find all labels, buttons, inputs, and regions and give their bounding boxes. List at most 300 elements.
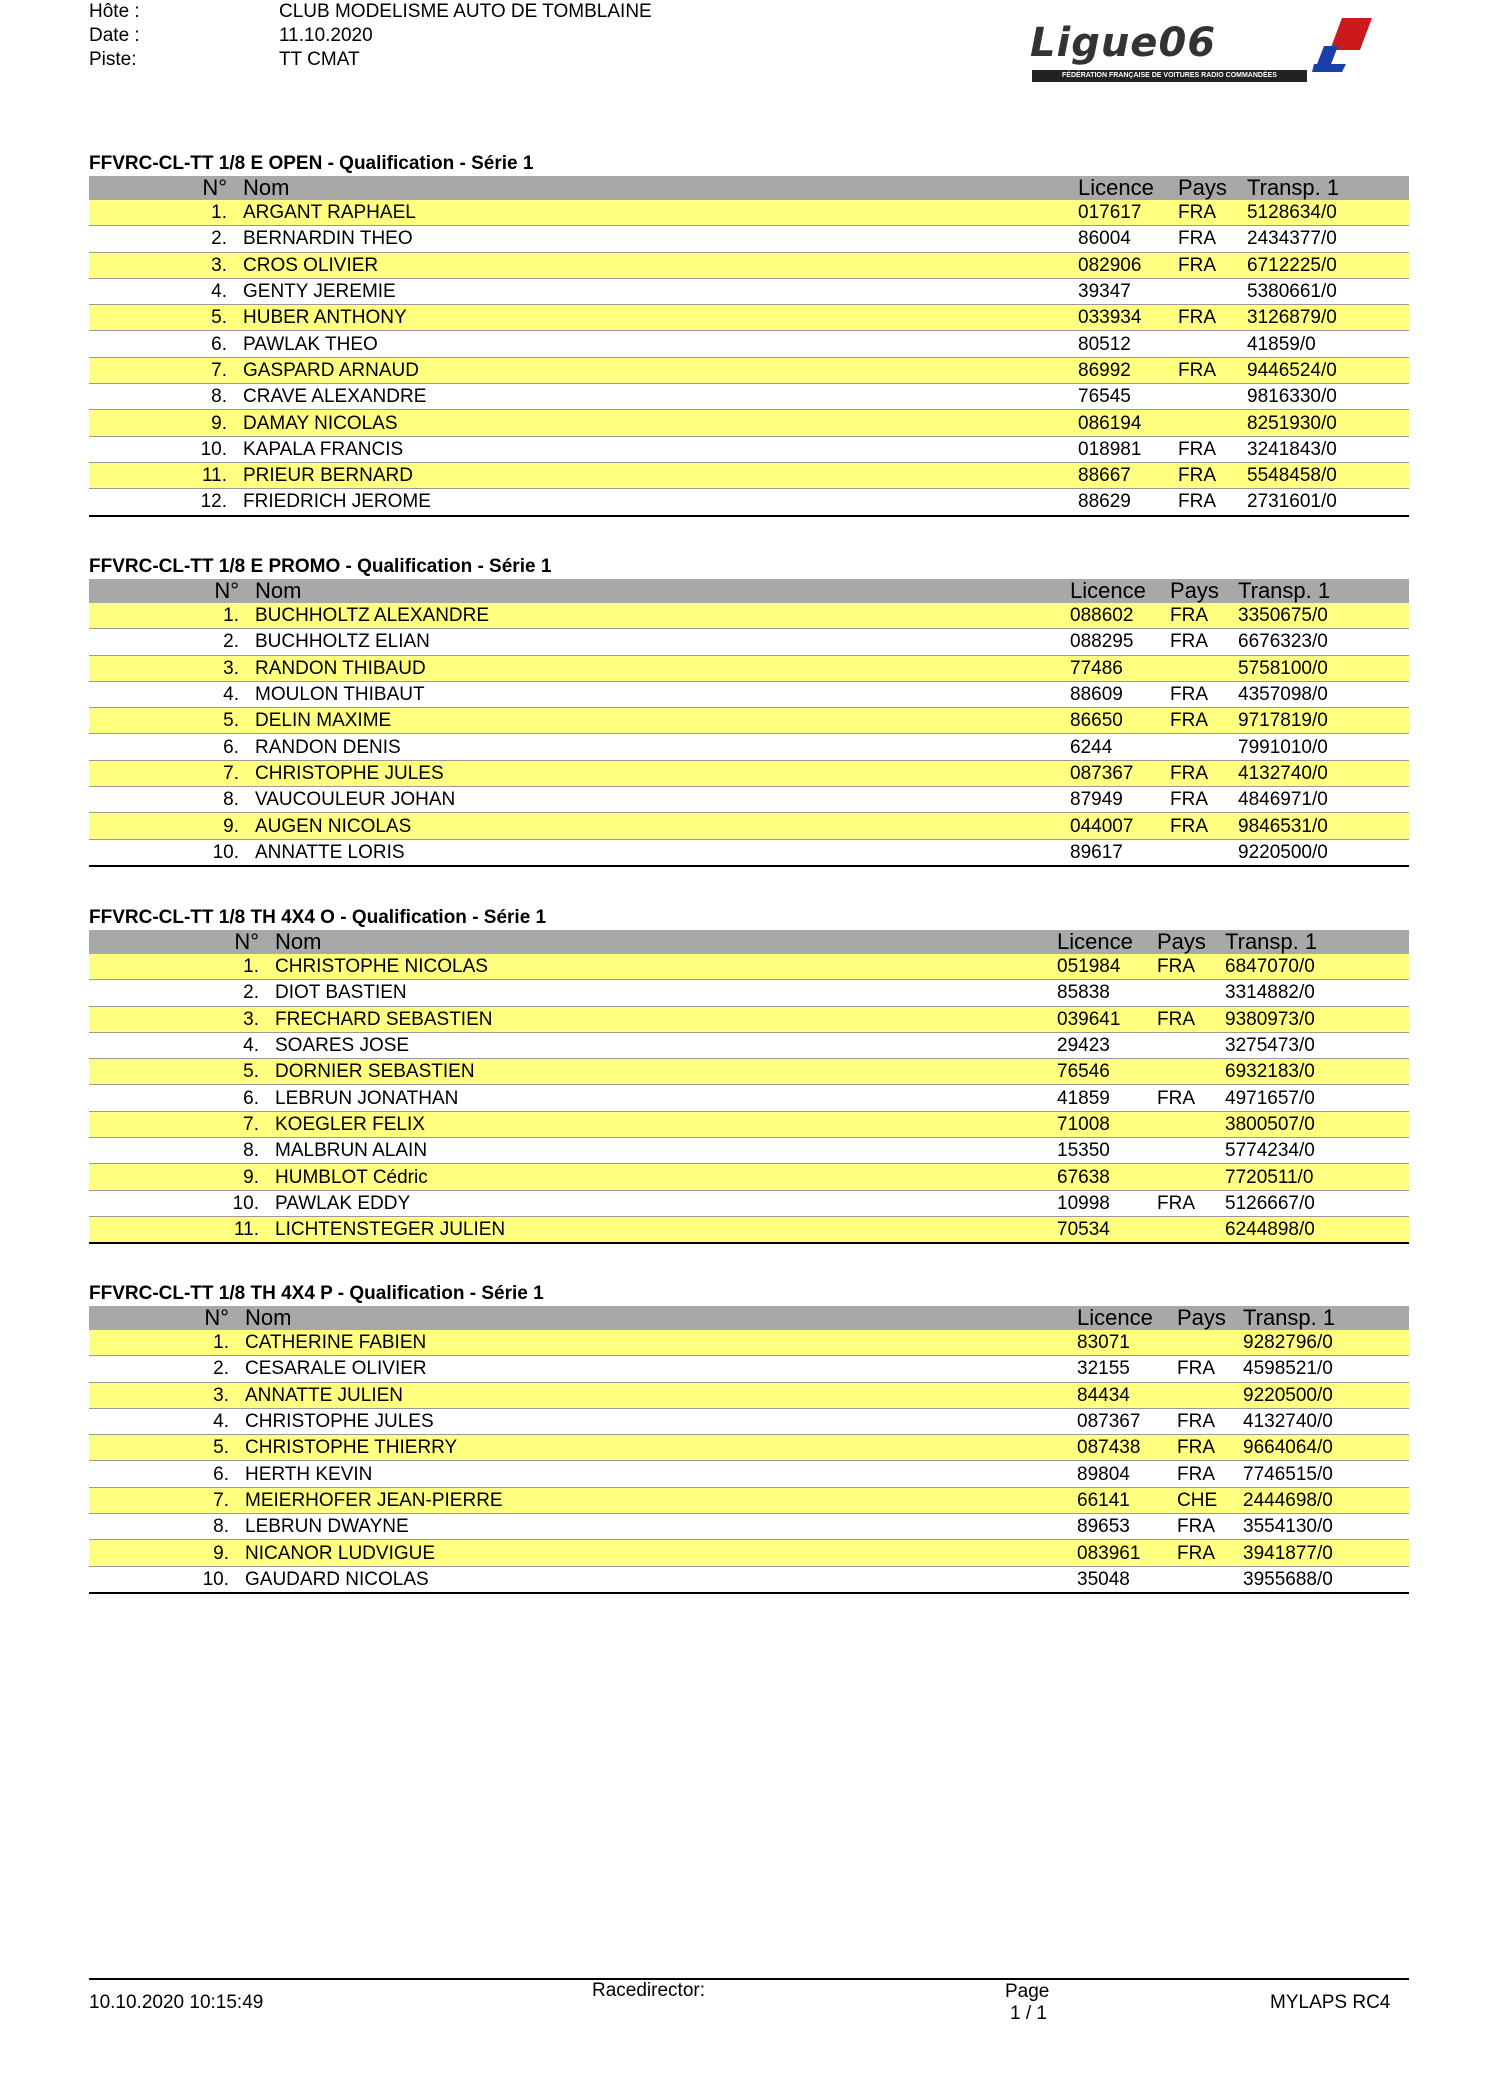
position-cell: 6.	[89, 1085, 265, 1111]
country-cell	[1157, 1216, 1225, 1243]
transponder-cell: 6712225/0	[1247, 252, 1409, 278]
name-cell: MALBRUN ALAIN	[265, 1138, 1057, 1164]
position-cell: 2.	[89, 1356, 235, 1382]
licence-cell: 088602	[1070, 603, 1170, 629]
table-row	[89, 1461, 1409, 1487]
transponder-cell: 9380973/0	[1225, 1006, 1409, 1032]
table-row	[89, 331, 1409, 357]
name-cell: FRIEDRICH JEROME	[233, 489, 1078, 516]
section-e-open	[89, 151, 1409, 517]
table-row	[89, 1164, 1409, 1190]
results-table	[89, 176, 1409, 517]
results-table	[89, 1306, 1409, 1594]
transponder-cell: 5128634/0	[1247, 200, 1409, 226]
country-cell	[1177, 1566, 1243, 1593]
footer-divider	[89, 1978, 1409, 1980]
position-cell: 1.	[89, 1330, 235, 1356]
licence-cell: 87949	[1070, 787, 1170, 813]
table-row	[89, 1356, 1409, 1382]
licence-cell: 71008	[1057, 1111, 1157, 1137]
table-row	[89, 1435, 1409, 1461]
col-no: N°	[204, 1305, 229, 1330]
transponder-cell: 9220500/0	[1243, 1382, 1409, 1408]
logo-text: Ligue06	[1030, 20, 1217, 66]
table-row	[89, 1138, 1409, 1164]
country-cell: FRA	[1177, 1540, 1243, 1566]
table-row	[89, 410, 1409, 436]
transponder-cell: 7991010/0	[1238, 734, 1409, 760]
name-cell: MOULON THIBAUT	[245, 681, 1070, 707]
licence-cell: 086194	[1078, 410, 1178, 436]
name-cell: BUCHHOLTZ ELIAN	[245, 629, 1070, 655]
name-cell: BERNARDIN THEO	[233, 226, 1078, 252]
position-cell: 6.	[89, 331, 233, 357]
col-transp: Transp. 1	[1243, 1305, 1336, 1330]
transponder-cell: 2731601/0	[1247, 489, 1409, 516]
name-cell: HERTH KEVIN	[235, 1461, 1077, 1487]
date-value: 11.10.2020	[279, 25, 373, 46]
table-row	[89, 787, 1409, 813]
country-cell	[1177, 1382, 1243, 1408]
licence-cell: 10998	[1057, 1190, 1157, 1216]
country-cell	[1157, 1138, 1225, 1164]
transponder-cell: 5548458/0	[1247, 462, 1409, 488]
name-cell: DAMAY NICOLAS	[233, 410, 1078, 436]
licence-cell: 89617	[1070, 839, 1170, 866]
country-cell	[1157, 1059, 1225, 1085]
transponder-cell: 4132740/0	[1238, 760, 1409, 786]
country-cell: FRA	[1178, 489, 1247, 516]
country-cell: FRA	[1178, 200, 1247, 226]
position-cell: 11.	[89, 462, 233, 488]
table-row	[89, 278, 1409, 304]
name-cell: SOARES JOSE	[265, 1032, 1057, 1058]
name-cell: HUMBLOT Cédric	[265, 1164, 1057, 1190]
country-cell	[1157, 1032, 1225, 1058]
country-cell: FRA	[1177, 1408, 1243, 1434]
table-header-row	[89, 1306, 1409, 1330]
position-cell: 9.	[89, 1540, 235, 1566]
transponder-cell: 6676323/0	[1238, 629, 1409, 655]
position-cell: 2.	[89, 629, 245, 655]
position-cell: 8.	[89, 787, 245, 813]
licence-cell: 86992	[1078, 357, 1178, 383]
logo-flag-icon	[1302, 16, 1392, 76]
table-row	[89, 1085, 1409, 1111]
table-row	[89, 813, 1409, 839]
position-cell: 7.	[89, 1111, 265, 1137]
position-cell: 2.	[89, 980, 265, 1006]
licence-cell: 41859	[1057, 1085, 1157, 1111]
licence-cell: 83071	[1077, 1330, 1177, 1356]
country-cell: FRA	[1170, 708, 1238, 734]
transponder-cell: 3554130/0	[1243, 1514, 1409, 1540]
licence-cell: 66141	[1077, 1487, 1177, 1513]
position-cell: 4.	[89, 1032, 265, 1058]
col-name: Nom	[245, 1305, 292, 1330]
table-row	[89, 384, 1409, 410]
country-cell: FRA	[1170, 681, 1238, 707]
col-name: Nom	[255, 578, 302, 603]
licence-cell: 044007	[1070, 813, 1170, 839]
section-th-4x4-p	[89, 1281, 1409, 1594]
table-row	[89, 760, 1409, 786]
position-cell: 3.	[89, 252, 233, 278]
table-row	[89, 708, 1409, 734]
position-cell: 4.	[89, 681, 245, 707]
transponder-cell: 3241843/0	[1247, 436, 1409, 462]
country-cell: FRA	[1178, 305, 1247, 331]
name-cell: PAWLAK EDDY	[265, 1190, 1057, 1216]
table-row	[89, 357, 1409, 383]
name-cell: CHRISTOPHE THIERRY	[235, 1435, 1077, 1461]
licence-cell: 76546	[1057, 1059, 1157, 1085]
country-cell	[1170, 655, 1238, 681]
section-title: FFVRC-CL-TT 1/8 E OPEN - Qualification - Série 1	[89, 153, 534, 174]
transponder-cell: 5380661/0	[1247, 278, 1409, 304]
position-cell: 1.	[89, 954, 265, 980]
position-cell: 9.	[89, 410, 233, 436]
transponder-cell: 41859/0	[1247, 331, 1409, 357]
position-cell: 4.	[89, 1408, 235, 1434]
transponder-cell: 2434377/0	[1247, 226, 1409, 252]
transponder-cell: 4357098/0	[1238, 681, 1409, 707]
licence-cell: 89804	[1077, 1461, 1177, 1487]
name-cell: GENTY JEREMIE	[233, 278, 1078, 304]
col-name: Nom	[243, 175, 290, 200]
section-th-4x4-o	[89, 905, 1409, 1244]
licence-cell: 84434	[1077, 1382, 1177, 1408]
name-cell: DORNIER SEBASTIEN	[265, 1059, 1057, 1085]
country-cell: FRA	[1178, 226, 1247, 252]
position-cell: 3.	[89, 1006, 265, 1032]
name-cell: PAWLAK THEO	[233, 331, 1078, 357]
table-row	[89, 252, 1409, 278]
position-cell: 11.	[89, 1216, 265, 1243]
transponder-cell: 7746515/0	[1243, 1461, 1409, 1487]
table-row	[89, 603, 1409, 629]
country-cell	[1177, 1330, 1243, 1356]
name-cell: KOEGLER FELIX	[265, 1111, 1057, 1137]
transponder-cell: 2444698/0	[1243, 1487, 1409, 1513]
transponder-cell: 9717819/0	[1238, 708, 1409, 734]
country-cell: FRA	[1157, 1085, 1225, 1111]
country-cell: FRA	[1170, 787, 1238, 813]
transponder-cell: 9846531/0	[1238, 813, 1409, 839]
country-cell: FRA	[1157, 1006, 1225, 1032]
country-cell: FRA	[1178, 436, 1247, 462]
licence-cell: 86650	[1070, 708, 1170, 734]
country-cell: FRA	[1157, 954, 1225, 980]
col-licence: Licence	[1078, 175, 1154, 200]
transponder-cell: 9446524/0	[1247, 357, 1409, 383]
licence-cell: 88667	[1078, 462, 1178, 488]
country-cell	[1178, 278, 1247, 304]
transponder-cell: 7720511/0	[1225, 1164, 1409, 1190]
name-cell: ANNATTE JULIEN	[235, 1382, 1077, 1408]
footer-racedirector-label: Racedirector:	[592, 1980, 705, 2001]
section-title: FFVRC-CL-TT 1/8 TH 4X4 P - Qualification - Série 1	[89, 1283, 544, 1304]
transponder-cell: 4132740/0	[1243, 1408, 1409, 1434]
ligue06-logo	[1030, 14, 1400, 84]
name-cell: DELIN MAXIME	[245, 708, 1070, 734]
name-cell: CHRISTOPHE JULES	[245, 760, 1070, 786]
name-cell: NICANOR LUDVIGUE	[235, 1540, 1077, 1566]
results-table	[89, 930, 1409, 1244]
table-row	[89, 1111, 1409, 1137]
position-cell: 2.	[89, 226, 233, 252]
table-row	[89, 655, 1409, 681]
transponder-cell: 9664064/0	[1243, 1435, 1409, 1461]
licence-cell: 85838	[1057, 980, 1157, 1006]
country-cell: FRA	[1177, 1435, 1243, 1461]
country-cell: FRA	[1170, 603, 1238, 629]
footer-page-value: 1 / 1	[1010, 2003, 1047, 2024]
licence-cell: 083961	[1077, 1540, 1177, 1566]
position-cell: 10.	[89, 1190, 265, 1216]
licence-cell: 67638	[1057, 1164, 1157, 1190]
table-header-row	[89, 930, 1409, 954]
licence-cell: 35048	[1077, 1566, 1177, 1593]
col-no: N°	[202, 175, 227, 200]
table-row	[89, 1032, 1409, 1058]
licence-cell: 087367	[1077, 1408, 1177, 1434]
host-label: Hôte :	[89, 1, 140, 22]
table-row	[89, 1382, 1409, 1408]
transponder-cell: 9816330/0	[1247, 384, 1409, 410]
transponder-cell: 3350675/0	[1238, 603, 1409, 629]
country-cell: FRA	[1170, 813, 1238, 839]
position-cell: 6.	[89, 734, 245, 760]
name-cell: HUBER ANTHONY	[233, 305, 1078, 331]
licence-cell: 018981	[1078, 436, 1178, 462]
col-licence: Licence	[1057, 929, 1133, 954]
col-transp: Transp. 1	[1238, 578, 1331, 603]
table-row	[89, 629, 1409, 655]
date-label: Date :	[89, 25, 140, 46]
country-cell	[1178, 331, 1247, 357]
name-cell: LEBRUN JONATHAN	[265, 1085, 1057, 1111]
name-cell: CATHERINE FABIEN	[235, 1330, 1077, 1356]
position-cell: 5.	[89, 1059, 265, 1085]
table-row	[89, 200, 1409, 226]
licence-cell: 88629	[1078, 489, 1178, 516]
transponder-cell: 3275473/0	[1225, 1032, 1409, 1058]
licence-cell: 39347	[1078, 278, 1178, 304]
footer-page-label: Page	[1005, 1981, 1050, 2002]
licence-cell: 017617	[1078, 200, 1178, 226]
col-licence: Licence	[1070, 578, 1146, 603]
table-row	[89, 1059, 1409, 1085]
position-cell: 5.	[89, 305, 233, 331]
track-label: Piste:	[89, 49, 137, 70]
name-cell: ARGANT RAPHAEL	[233, 200, 1078, 226]
table-row	[89, 734, 1409, 760]
footer-timestamp: 10.10.2020 10:15:49	[89, 1992, 264, 2013]
name-cell: FRECHARD SEBASTIEN	[265, 1006, 1057, 1032]
licence-cell: 29423	[1057, 1032, 1157, 1058]
licence-cell: 087438	[1077, 1435, 1177, 1461]
position-cell: 10.	[89, 436, 233, 462]
transponder-cell: 5758100/0	[1238, 655, 1409, 681]
table-row	[89, 980, 1409, 1006]
table-row	[89, 1540, 1409, 1566]
country-cell: FRA	[1177, 1514, 1243, 1540]
name-cell: BUCHHOLTZ ALEXANDRE	[245, 603, 1070, 629]
licence-cell: 89653	[1077, 1514, 1177, 1540]
transponder-cell: 6847070/0	[1225, 954, 1409, 980]
name-cell: MEIERHOFER JEAN-PIERRE	[235, 1487, 1077, 1513]
col-no: N°	[234, 929, 259, 954]
position-cell: 8.	[89, 384, 233, 410]
position-cell: 9.	[89, 1164, 265, 1190]
transponder-cell: 4846971/0	[1238, 787, 1409, 813]
name-cell: RANDON DENIS	[245, 734, 1070, 760]
col-transp: Transp. 1	[1247, 175, 1340, 200]
transponder-cell: 9282796/0	[1243, 1330, 1409, 1356]
licence-cell: 082906	[1078, 252, 1178, 278]
country-cell: FRA	[1170, 629, 1238, 655]
table-row	[89, 305, 1409, 331]
licence-cell: 32155	[1077, 1356, 1177, 1382]
transponder-cell: 3126879/0	[1247, 305, 1409, 331]
table-row	[89, 681, 1409, 707]
name-cell: CESARALE OLIVIER	[235, 1356, 1077, 1382]
name-cell: LICHTENSTEGER JULIEN	[265, 1216, 1057, 1243]
country-cell	[1178, 384, 1247, 410]
country-cell	[1157, 1164, 1225, 1190]
name-cell: LEBRUN DWAYNE	[235, 1514, 1077, 1540]
section-title: FFVRC-CL-TT 1/8 TH 4X4 O - Qualification - Série 1	[89, 907, 547, 928]
footer-software: MYLAPS RC4	[1270, 1992, 1391, 2013]
position-cell: 6.	[89, 1461, 235, 1487]
table-row	[89, 1487, 1409, 1513]
licence-cell: 80512	[1078, 331, 1178, 357]
name-cell: VAUCOULEUR JOHAN	[245, 787, 1070, 813]
position-cell: 12.	[89, 489, 233, 516]
name-cell: ANNATTE LORIS	[245, 839, 1070, 866]
table-row	[89, 1190, 1409, 1216]
licence-cell: 051984	[1057, 954, 1157, 980]
section-e-promo	[89, 554, 1409, 867]
name-cell: KAPALA FRANCIS	[233, 436, 1078, 462]
position-cell: 3.	[89, 1382, 235, 1408]
position-cell: 4.	[89, 278, 233, 304]
position-cell: 7.	[89, 1487, 235, 1513]
col-transp: Transp. 1	[1225, 929, 1318, 954]
results-table	[89, 579, 1409, 867]
table-row	[89, 462, 1409, 488]
country-cell: FRA	[1178, 357, 1247, 383]
licence-cell: 70534	[1057, 1216, 1157, 1243]
name-cell: CRAVE ALEXANDRE	[233, 384, 1078, 410]
country-cell	[1170, 734, 1238, 760]
table-row	[89, 1006, 1409, 1032]
licence-cell: 88609	[1070, 681, 1170, 707]
table-row	[89, 1216, 1409, 1243]
country-cell: FRA	[1177, 1461, 1243, 1487]
table-row	[89, 1514, 1409, 1540]
table-row	[89, 1566, 1409, 1593]
event-header	[89, 0, 652, 72]
col-licence: Licence	[1077, 1305, 1153, 1330]
country-cell	[1157, 1111, 1225, 1137]
table-row	[89, 436, 1409, 462]
position-cell: 1.	[89, 603, 245, 629]
licence-cell: 039641	[1057, 1006, 1157, 1032]
transponder-cell: 8251930/0	[1247, 410, 1409, 436]
name-cell: CHRISTOPHE NICOLAS	[265, 954, 1057, 980]
position-cell: 1.	[89, 200, 233, 226]
table-row	[89, 489, 1409, 516]
col-country: Pays	[1178, 175, 1227, 200]
transponder-cell: 3314882/0	[1225, 980, 1409, 1006]
licence-cell: 77486	[1070, 655, 1170, 681]
host-value: CLUB MODELISME AUTO DE TOMBLAINE	[279, 1, 652, 22]
col-no: N°	[214, 578, 239, 603]
licence-cell: 087367	[1070, 760, 1170, 786]
table-row	[89, 1408, 1409, 1434]
position-cell: 8.	[89, 1138, 265, 1164]
licence-cell: 088295	[1070, 629, 1170, 655]
name-cell: AUGEN NICOLAS	[245, 813, 1070, 839]
country-cell: FRA	[1157, 1190, 1225, 1216]
name-cell: PRIEUR BERNARD	[233, 462, 1078, 488]
country-cell: FRA	[1170, 760, 1238, 786]
transponder-cell: 3941877/0	[1243, 1540, 1409, 1566]
transponder-cell: 9220500/0	[1238, 839, 1409, 866]
position-cell: 8.	[89, 1514, 235, 1540]
position-cell: 5.	[89, 708, 245, 734]
table-header-row	[89, 579, 1409, 603]
country-cell: FRA	[1177, 1356, 1243, 1382]
col-country: Pays	[1157, 929, 1206, 954]
licence-cell: 76545	[1078, 384, 1178, 410]
name-cell: DIOT BASTIEN	[265, 980, 1057, 1006]
position-cell: 3.	[89, 655, 245, 681]
licence-cell: 86004	[1078, 226, 1178, 252]
licence-cell: 6244	[1070, 734, 1170, 760]
country-cell: FRA	[1178, 462, 1247, 488]
country-cell: CHE	[1177, 1487, 1243, 1513]
name-cell: RANDON THIBAUD	[245, 655, 1070, 681]
section-title: FFVRC-CL-TT 1/8 E PROMO - Qualification - Série 1	[89, 556, 552, 577]
name-cell: GAUDARD NICOLAS	[235, 1566, 1077, 1593]
transponder-cell: 5126667/0	[1225, 1190, 1409, 1216]
name-cell: CHRISTOPHE JULES	[235, 1408, 1077, 1434]
logo-subtitle: FÉDÉRATION FRANÇAISE DE VOITURES RADIO COMMANDÉES	[1032, 70, 1307, 82]
name-cell: CROS OLIVIER	[233, 252, 1078, 278]
licence-cell: 033934	[1078, 305, 1178, 331]
transponder-cell: 6244898/0	[1225, 1216, 1409, 1243]
transponder-cell: 4598521/0	[1243, 1356, 1409, 1382]
name-cell: GASPARD ARNAUD	[233, 357, 1078, 383]
table-row	[89, 954, 1409, 980]
position-cell: 5.	[89, 1435, 235, 1461]
table-header-row	[89, 176, 1409, 200]
position-cell: 10.	[89, 839, 245, 866]
transponder-cell: 3955688/0	[1243, 1566, 1409, 1593]
table-row	[89, 226, 1409, 252]
transponder-cell: 3800507/0	[1225, 1111, 1409, 1137]
transponder-cell: 4971657/0	[1225, 1085, 1409, 1111]
country-cell	[1157, 980, 1225, 1006]
country-cell	[1178, 410, 1247, 436]
licence-cell: 15350	[1057, 1138, 1157, 1164]
position-cell: 7.	[89, 357, 233, 383]
col-name: Nom	[275, 929, 322, 954]
table-row	[89, 1330, 1409, 1356]
